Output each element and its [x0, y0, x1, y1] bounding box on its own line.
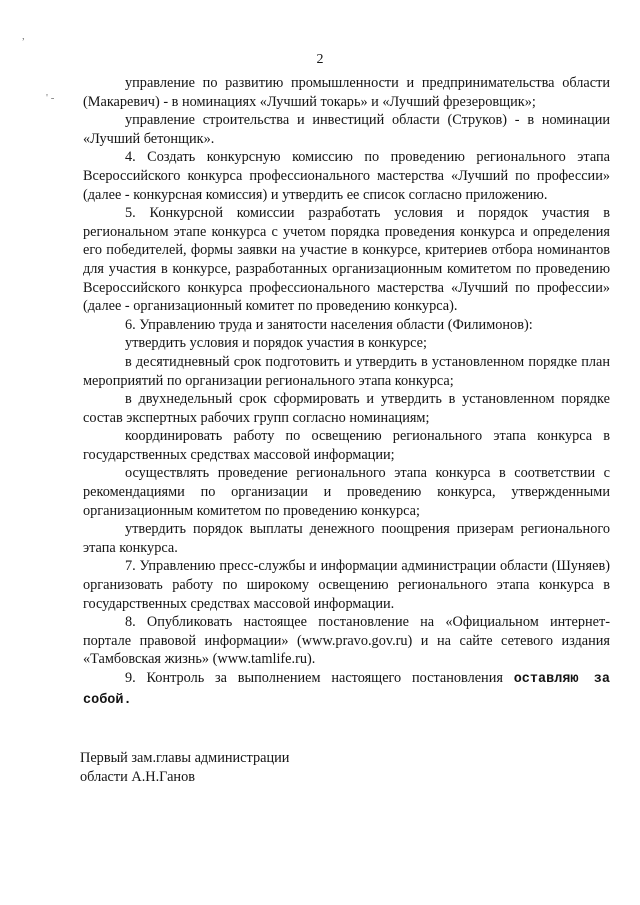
- paragraph: управление строительства и инвестиций области (Струков) - в номинации «Лучший бетонщик».: [83, 112, 610, 147]
- paragraph: утвердить условия и порядок участия в конкурсе;: [125, 335, 427, 352]
- signature-name: области А.Н.Ганов: [80, 768, 195, 785]
- paragraph: 4. Создать конкурсную комиссию по проведению регионального этапа Всероссийского конкурса профессионального мастерства «Лучший по профессии» (далее - конкурсная комиссия) и утвердить ее список согласно приложению.: [83, 149, 610, 203]
- paragraph: утвердить порядок выплаты денежного поощрения призерам регионального этапа конкурса.: [83, 521, 610, 556]
- paragraph: в двухнедельный срок сформировать и утвердить в установленном порядке состав экспертных рабочих групп согласно номинациям;: [83, 391, 610, 426]
- page-number: 2: [316, 52, 324, 67]
- paragraph-9-text: 9. Контроль за выполнением настоящего постановления: [125, 670, 514, 686]
- paragraph: в десятидневный срок подготовить и утвердить в установленном порядке план мероприятий по организации регионального этапа конкурса;: [83, 353, 610, 389]
- paragraph-9-typed: оставляю за собой.: [83, 672, 610, 708]
- scan-mark: ' -: [46, 92, 55, 104]
- document-body: [83, 74, 610, 710]
- signature-block: [80, 749, 400, 786]
- signature-position: Первый зам.главы администрации: [80, 750, 290, 766]
- paragraph: 5. Конкурсной комиссии разработать условия и порядок участия в региональном этапе конкурса с учетом порядка проведения конкурса и определения его победителей, формы заявки на участие в конкурсе, критериев отбора номинантов для участия в конкурсе, разработанных организационным комитетом по проведению Всероссийского конкурса профессионального мастерства «Лучший по профессии» (далее - организационный комитет по проведению конкурса).: [83, 205, 610, 315]
- paragraph: 8. Опубликовать настоящее постановление на «Официальном интернет-портале правовой информации» (www.pravo.gov.ru) и на сайте сетевого издания «Тамбовская жизнь» (www.tamlife.ru).: [83, 614, 610, 668]
- paragraph: 7. Управлению пресс-службы и информации администрации области (Шуняев) организовать работу по широкому освещению регионального этапа конкурса в государственных средствах массовой информации.: [83, 558, 610, 612]
- paragraph: координировать работу по освещению регионального этапа конкурса в государственных средствах массовой информации;: [83, 428, 610, 463]
- scan-mark: ,: [22, 30, 25, 42]
- paragraph: 6. Управлению труда и занятости населения области (Филимонов):: [125, 316, 533, 333]
- paragraph: осуществлять проведение регионального этапа конкурса в соответствии с рекомендациями по организации и проведению конкурса, утвержденными организационным комитетом по проведению конкурса;: [83, 465, 610, 519]
- paragraph: управление по развитию промышленности и предпринимательства области (Макаревич) - в номинациях «Лучший токарь» и «Лучший фрезеровщик»;: [83, 75, 610, 110]
- paragraph-9: [83, 669, 610, 710]
